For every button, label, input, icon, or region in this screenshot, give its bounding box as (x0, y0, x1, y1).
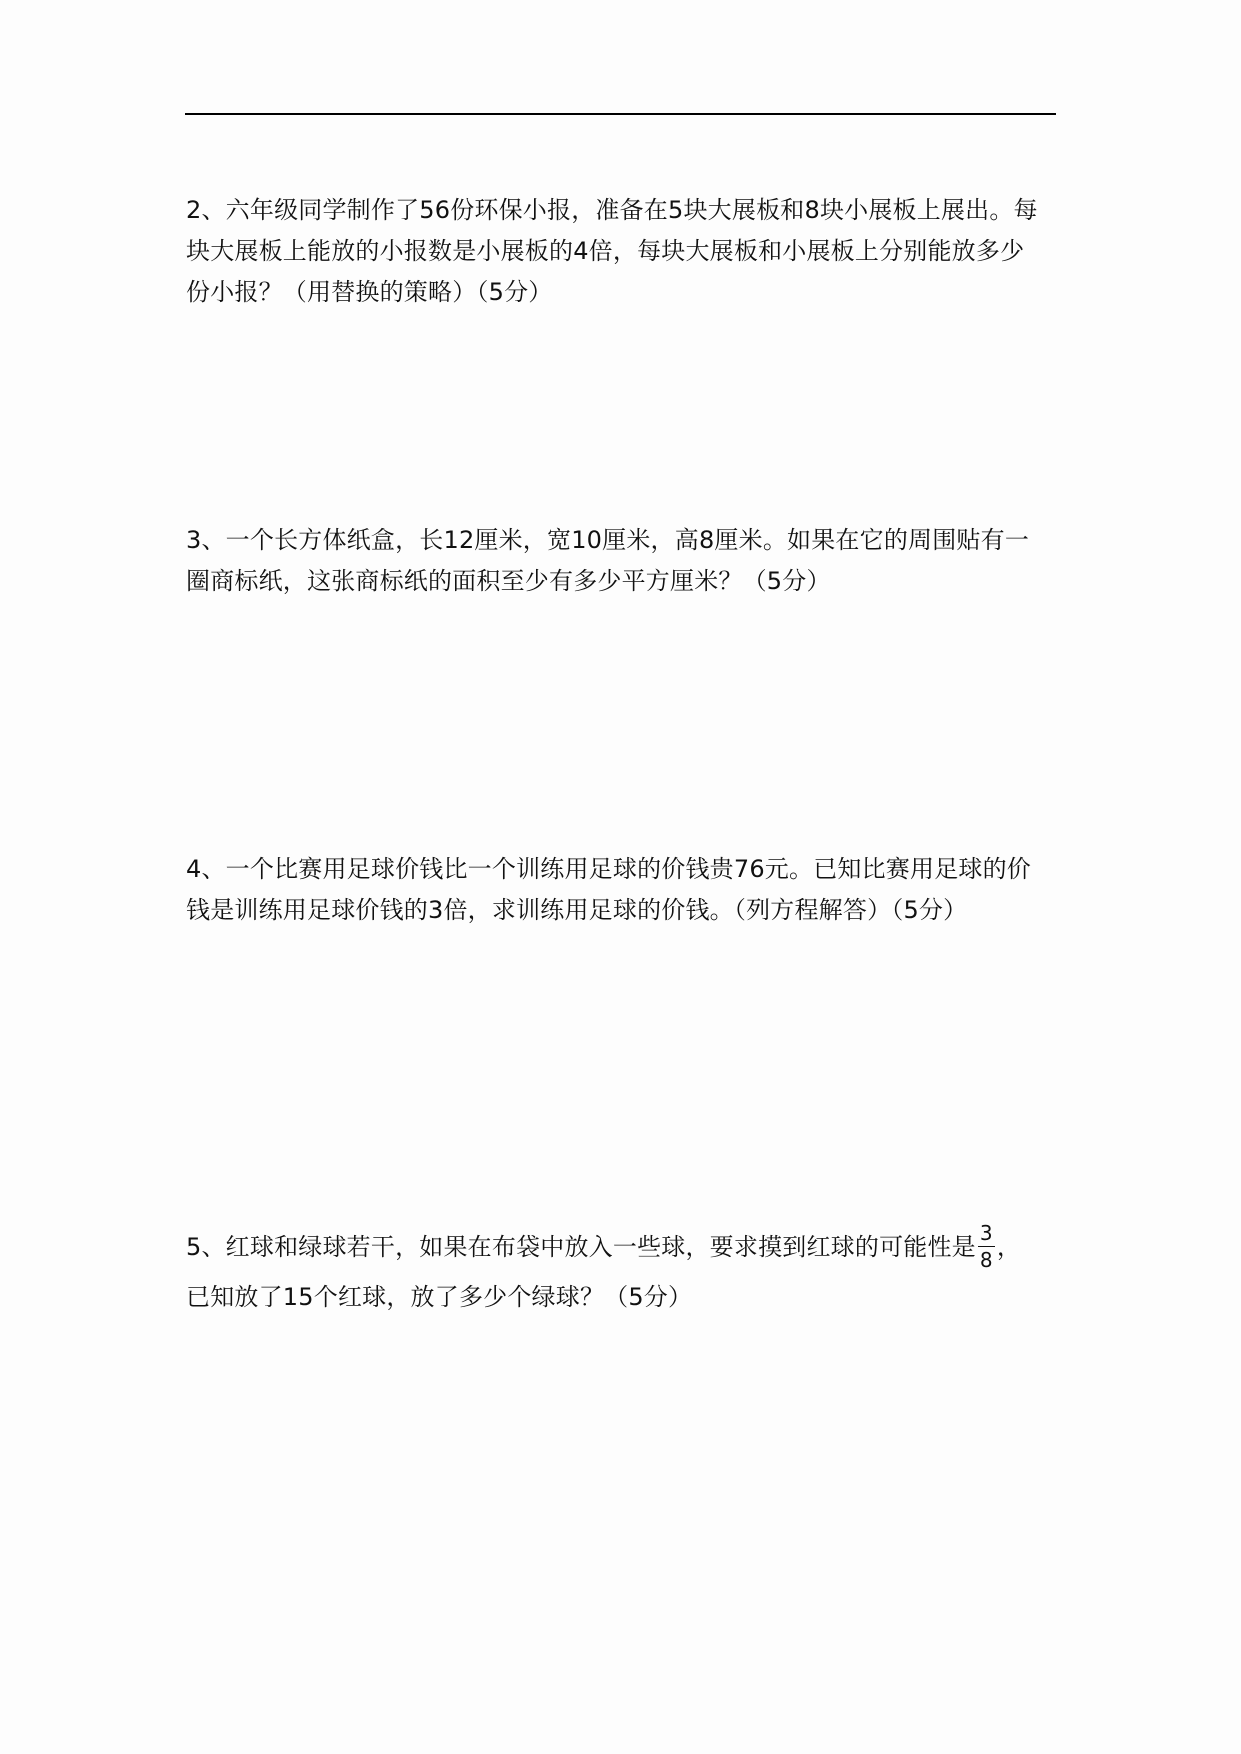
question-5-text-after-fraction: ， (996, 1233, 1022, 1261)
question-3-line-1: 3、一个长方体纸盒，长12厘米，宽10厘米，高8厘米。如果在它的周围贴有一 (186, 526, 1030, 554)
question-5-line-2: 已知放了15个红球，放了多少个绿球？（5分） (186, 1283, 693, 1311)
question-4-line-1: 4、一个比赛用足球价钱比一个训练用足球的价钱贵76元。已知比赛用足球的价 (186, 855, 1032, 883)
question-2-line-3: 份小报？（用替换的策略）（5分） (186, 278, 553, 306)
question-3-line-2: 圈商标纸，这张商标纸的面积至少有多少平方厘米？（5分） (186, 567, 831, 595)
probability-fraction (978, 1220, 995, 1272)
question-4-line-2: 钱是训练用足球价钱的3倍，求训练用足球的价钱。（列方程解答）（5分） (186, 896, 968, 924)
question-2 (186, 190, 1056, 313)
fraction-numerator: 3 (979, 1220, 993, 1245)
question-5-line-1 (186, 1222, 1056, 1272)
header-rule (185, 113, 1056, 115)
question-2-line-2: 块大展板上能放的小报数是小展板的4倍，每块大展板和小展板上分别能放多少 (186, 237, 1025, 265)
question-4 (186, 849, 1056, 931)
question-3 (186, 520, 1056, 602)
question-5-text-before-fraction: 5、红球和绿球若干，如果在布袋中放入一些球，要求摸到红球的可能性是 (186, 1233, 976, 1261)
question-5 (186, 1222, 1056, 1318)
fraction-bar (978, 1246, 995, 1247)
question-2-line-1: 2、六年级同学制作了56份环保小报，准备在5块大展板和8块小展板上展出。每 (186, 196, 1038, 224)
fraction-denominator: 8 (979, 1247, 993, 1272)
